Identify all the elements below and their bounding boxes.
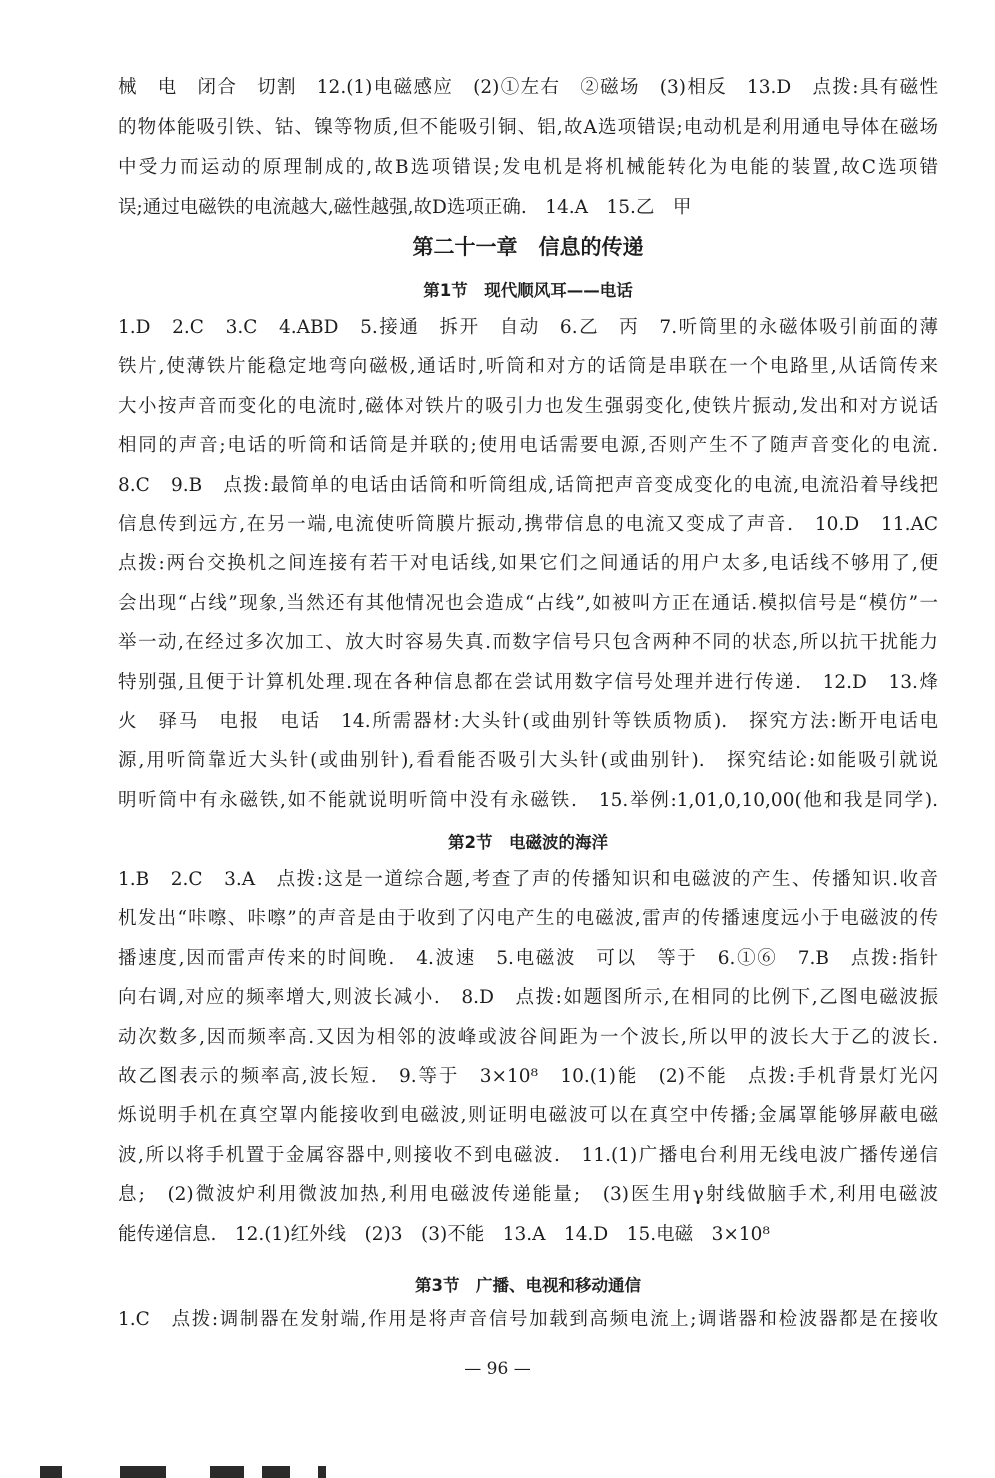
answer-line: 播速度,因而雷声传来的时间晚. 4.波速 5.电磁波 可以 等于 6.①⑥ 7.B 点拨:指针 bbox=[118, 947, 938, 969]
answer-line: 1.B 2.C 3.A 点拨:这是一道综合题,考查了声的传播知识和电磁波的产生、传播知识.收音 bbox=[118, 869, 938, 890]
chapter-title: 第二十一章 信息的传递 bbox=[412, 235, 644, 259]
answer-line: 1.C 点拨:调制器在发射端,作用是将声音信号加载到高频电流上;调谐器和检波器都是在接收 bbox=[118, 1309, 938, 1330]
page-number: — 96 — bbox=[464, 1359, 531, 1379]
answer-line: 举一动,在经过多次加工、放大时容易失真.而数字信号只包含两种不同的状态,所以抗干扰能力 bbox=[118, 632, 938, 654]
answer-line: 故乙图表示的频率高,波长短. 9.等于 3×10⁸ 10.(1)能 (2)不能 点拨:手机背景灯光闪 bbox=[118, 1066, 938, 1087]
answer-line: 向右调,对应的频率增大,则波长减小. 8.D 点拨:如题图所示,在相同的比例下,乙图电磁波振 bbox=[118, 987, 938, 1009]
section-1-title: 第1节 现代顺风耳——电话 bbox=[423, 281, 633, 300]
answer-line: 中受力而运动的原理制成的,故B选项错误;发电机是将机械能转化为电能的装置,故C选项错 bbox=[118, 157, 938, 178]
answer-line: 的物体能吸引铁、钴、镍等物质,但不能吸引铜、铝,故A选项错误;电动机是利用通电导体在磁场 bbox=[118, 117, 938, 138]
answer-line: 信息传到远方,在另一端,电流使听筒膜片振动,携带信息的电流又变成了声音. 10.D 11.AC bbox=[118, 514, 938, 535]
answer-line: 相同的声音;电话的听筒和话筒是并联的;使用电话需要电源,否则产生不了随声音变化的电流. bbox=[118, 435, 938, 457]
answer-line: 点拨:两台交换机之间连接有若干对电话线,如果它们之间通话的用户太多,电话线不够用了,便 bbox=[118, 553, 938, 575]
answer-line: 误;通过电磁铁的电流越大,磁性越强,故D选项正确. 14.A 15.乙 甲 bbox=[118, 197, 692, 218]
answer-line: 8.C 9.B 点拨:最简单的电话由话筒和听筒组成,话筒把声音变成变化的电流,电流沿着导线把 bbox=[118, 474, 938, 496]
answer-line: 械 电 闭合 切割 12.(1)电磁感应 (2)①左右 ②磁场 (3)相反 13.D 点拨:具有磁性 bbox=[118, 77, 938, 98]
answer-line: 特别强,且便于计算机处理.现在各种信息都在尝试用数字信号处理并进行传递. 12.D 13.烽 bbox=[118, 671, 938, 693]
answer-line: 铁片,使薄铁片能稳定地弯向磁极,通话时,听筒和对方的话筒是串联在一个电路里,从话筒传来 bbox=[118, 356, 938, 378]
answer-line: 息; (2)微波炉利用微波加热,利用电磁波传递能量; (3)医生用γ射线做脑手术,利用电磁波 bbox=[118, 1184, 938, 1206]
answer-line: 波,所以将手机置于金属容器中,则接收不到电磁波. 11.(1)广播电台利用无线电波广播传递信 bbox=[118, 1144, 938, 1166]
answer-line: 大小按声音而变化的电流时,磁体对铁片的吸引力也发生强弱变化,使铁片振动,发出和对方说话 bbox=[118, 395, 938, 417]
section-3-title: 第3节 广播、电视和移动通信 bbox=[415, 1276, 641, 1295]
answer-line: 动次数多,因而频率高.又因为相邻的波峰或波谷间距为一个波长,所以甲的波长大于乙的波长. bbox=[118, 1026, 938, 1048]
answer-line: 1.D 2.C 3.C 4.ABD 5.接通 拆开 自动 6.乙 丙 7.听筒里的永磁体吸引前面的薄 bbox=[118, 317, 938, 338]
answer-line: 烁说明手机在真空罩内能接收到电磁波,则证明电磁波可以在真空中传播;金属罩能够屏蔽电磁 bbox=[118, 1105, 938, 1127]
answer-line: 能传递信息. 12.(1)红外线 (2)3 (3)不能 13.A 14.D 15.电磁 3×10⁸ bbox=[118, 1223, 770, 1245]
answer-line: 机发出“咔嚓、咔嚓”的声音是由于收到了闪电产生的电磁波,雷声的传播速度远小于电磁波的传 bbox=[118, 908, 938, 930]
scan-edge-marks bbox=[0, 1458, 995, 1478]
answer-line: 明听筒中有永磁铁,如不能就说明听筒中没有永磁铁. 15.举例:1,01,0,10,00(他和我是同学). bbox=[118, 789, 938, 811]
answer-line: 火 驿马 电报 电话 14.所需器材:大头针(或曲别针等铁质物质). 探究方法:断开电话电 bbox=[118, 711, 938, 732]
answer-line: 源,用听筒靠近大头针(或曲别针),看看能否吸引大头针(或曲别针). 探究结论:如能吸引就说 bbox=[118, 750, 938, 772]
section-2-title: 第2节 电磁波的海洋 bbox=[448, 833, 608, 852]
answer-line: 会出现“占线”现象,当然还有其他情况也会造成“占线”,如被叫方正在通话.模拟信号是“模仿”一 bbox=[118, 592, 938, 614]
